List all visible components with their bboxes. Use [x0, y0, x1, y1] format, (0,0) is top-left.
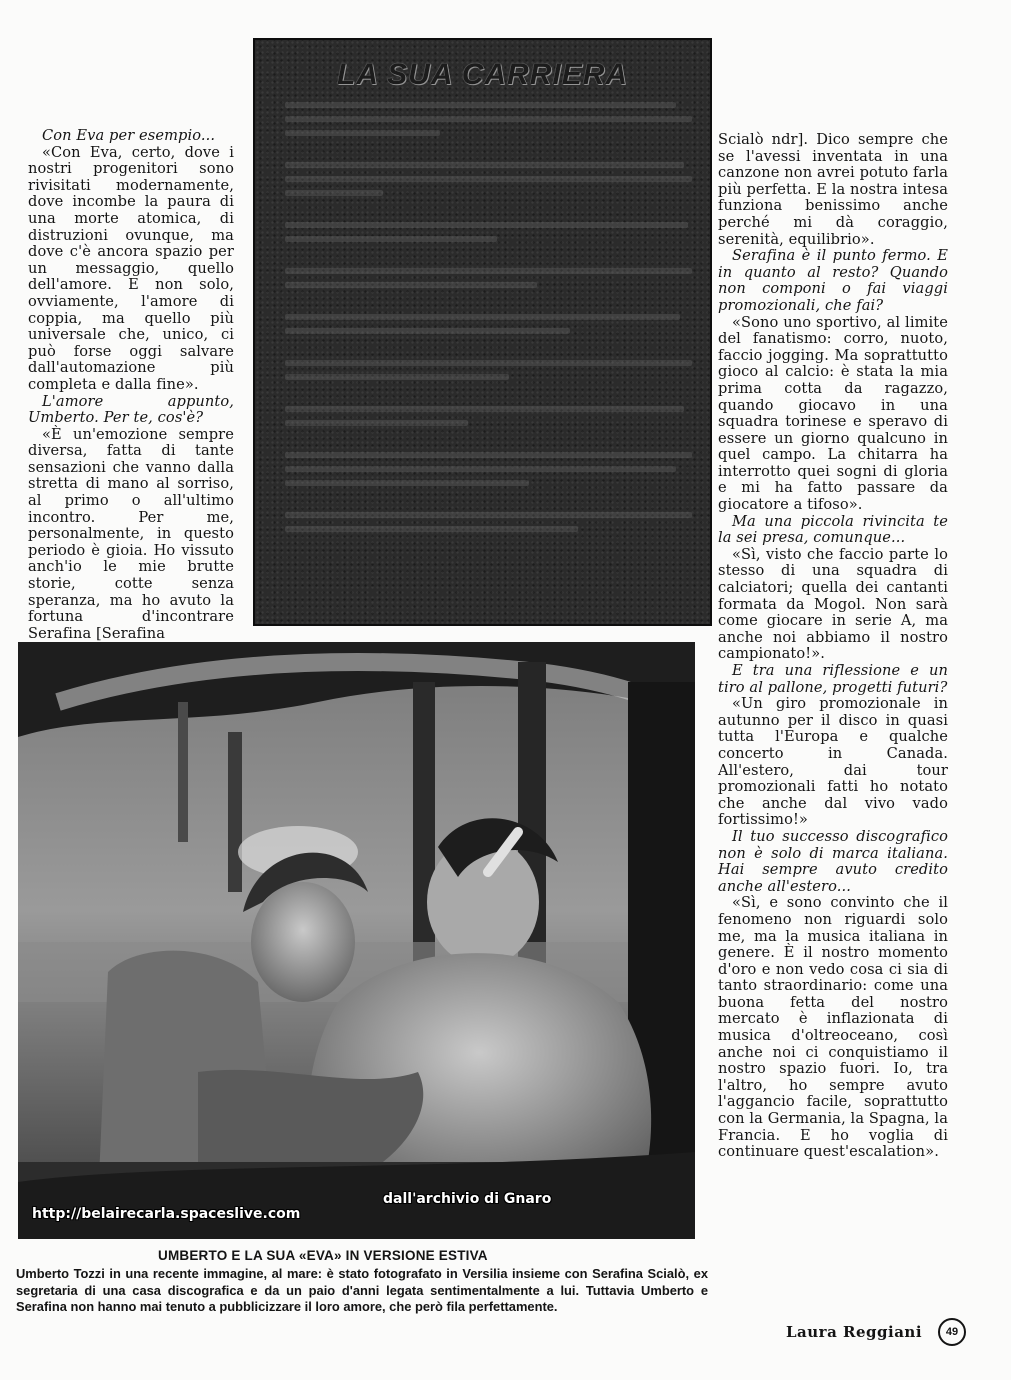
article-column-right [718, 132, 948, 1161]
interview-answer: «Sì, e sono convinto che il fenomeno non riguardi solo me, ma la musica italiana in genere. È il nostro momento d'oro e non vedo cosa ci sia di tanto straordinario: come una buona fetta del nostro mercato è inflazionata di musica d'oltreoceano, così anche noi ci conquistiamo il nostro spazio fuori. Io, tra l'altro, ho sempre avuto l'aggancio facile, soprattutto con la Germania, la Spagna, la Francia. E ho voglia di continuare quest'escalation». [718, 894, 948, 1161]
watermark-url: http://belairecarla.spaceslive.com [32, 1206, 301, 1222]
career-box-illegible-text [285, 102, 692, 540]
page-number: 49 [938, 1318, 966, 1346]
author-byline: Laura Reggiani [786, 1323, 923, 1341]
interview-question: L'amore appunto, Umberto. Per te, cos'è? [28, 392, 234, 427]
career-box-title: LA SUA CARRIERA [336, 58, 629, 91]
beach-photo [18, 642, 695, 1239]
photo-illustration [18, 642, 695, 1239]
interview-answer: Scialò ndr]. Dico sempre che se l'avessi inventata in una canzone non avrei potuto farla più perfetta. E la nostra intesa funziona benissimo anche perché mi dà coraggio, serenità, equilibrio». [718, 131, 948, 248]
career-sidebar-box [253, 38, 712, 626]
interview-answer: «Un giro promozionale in autunno per il disco in quasi tutta l'Europa e qualche concerto in Canada. All'estero, dai tour promozionali fatti ho notato che anche dal vivo vado fortissimo!» [718, 695, 948, 829]
interview-question: E tra una riflessione e un tiro al pallone, progetti futuri? [718, 662, 948, 696]
watermark-archive: dall'archivio di Gnaro [383, 1191, 552, 1207]
interview-answer: «Con Eva, certo, dove i nostri progenitori sono rivisitati modernamente, dove incombe la paura di una morte atomica, di distruzioni ovunque, ma dove c'è ancora spazio per un messaggio, quello dell'amore. E non solo, ovviamente, l'amore di coppia, ma quello più universale che, unico, ci può forse oggi salvare dall'automazione più completa e dalla fine». [28, 143, 234, 393]
article-column-left [28, 128, 234, 642]
interview-answer: «È un'emozione sempre diversa, fatta di tante sensazioni che vanno dalla stretta di mano al sorriso, al primo o all'ultimo incontro. Per me, personalmente, in questo periodo è gioia. Ho vissuto anch'io le mie brutte storie, cotte senza speranza, ma ho avuto la fortuna d'incontrare Serafina [Serafina [28, 425, 234, 642]
interview-question: Serafina è il punto fermo. E in quanto al resto? Quando non componi o fai viaggi promozionali, che fai? [718, 247, 948, 314]
interview-answer: «Sono uno sportivo, al limite del fanatismo: corro, nuoto, faccio jogging. Ma soprattutto gioco al calcio: è stata la mia prima cotta da ragazzo, quando giocavo in una squadra torinese e speravo di essere un giorno qualcuno in quel campo. La chitarra ha interrotto quei sogni di gloria e mi ha fatto passare da giocatore a tifoso». [718, 313, 948, 514]
interview-question: Ma una piccola rivincita te la sei presa, comunque... [718, 512, 948, 547]
interview-question: Con Eva per esempio... [42, 127, 216, 144]
photo-caption-title: UMBERTO E LA SUA «EVA» IN VERSIONE ESTIVA [158, 1248, 488, 1263]
interview-question: Il tuo successo discografico non è solo di marca italiana. Hai sempre avuto credito anche all'estero... [718, 827, 948, 895]
interview-answer: «Sì, visto che faccio parte lo stesso di una squadra di calciatori; quella dei cantanti formata da Mogol. Non sarà come giocare in serie A, ma anche noi abbiamo il nostro campionato!». [718, 545, 948, 663]
photo-caption-body: Umberto Tozzi in una recente immagine, al mare: è stato fotografato in Versilia insieme con Serafina Scialò, ex segretaria di una casa discografica e da un paio d'anni legata sentimentalmente a lui. Tuttavia Umberto e Serafina non hanno mai tenuto a pubblicizzare il loro amore, che però fila perfettamente. [16, 1266, 708, 1315]
